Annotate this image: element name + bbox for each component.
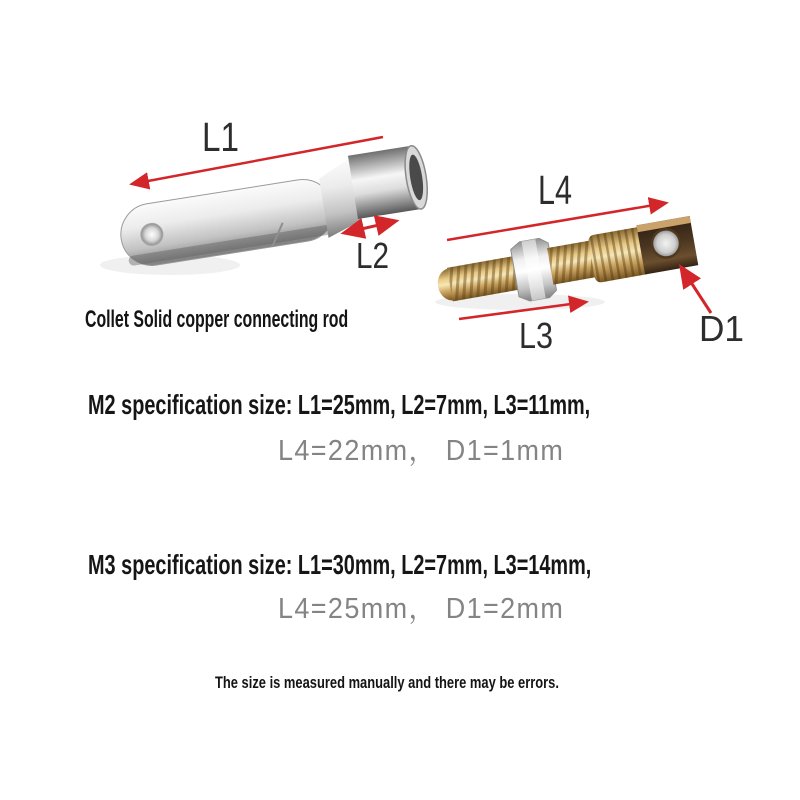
rod-thread-back-ridges [547, 241, 597, 285]
m3-spec-title: M3 specification size: L1=30mm, L2=7mm, L3=14mm, [88, 549, 592, 580]
l1-dimension-label: L1 [202, 114, 239, 160]
m2-spec-title: M2 specification size: L1=25mm, L2=7mm, L3=11mm, [88, 389, 591, 420]
product-caption: Collet Solid copper connecting rod [85, 306, 349, 333]
l3-dimension-label: L3 [519, 315, 553, 356]
m3-spec-subtitle: L4=25mm， D1=2mm [278, 593, 565, 625]
l4-dimension-label: L4 [538, 167, 572, 213]
measurement-disclaimer: The size is measured manually and there may be errors. [215, 673, 559, 692]
d1-dimension-arrow [681, 267, 711, 313]
d1-dimension-label: D1 [699, 308, 744, 349]
m2-spec-subtitle: L4=22mm， D1=1mm [278, 435, 565, 467]
l2-dimension-label: L2 [356, 235, 389, 276]
